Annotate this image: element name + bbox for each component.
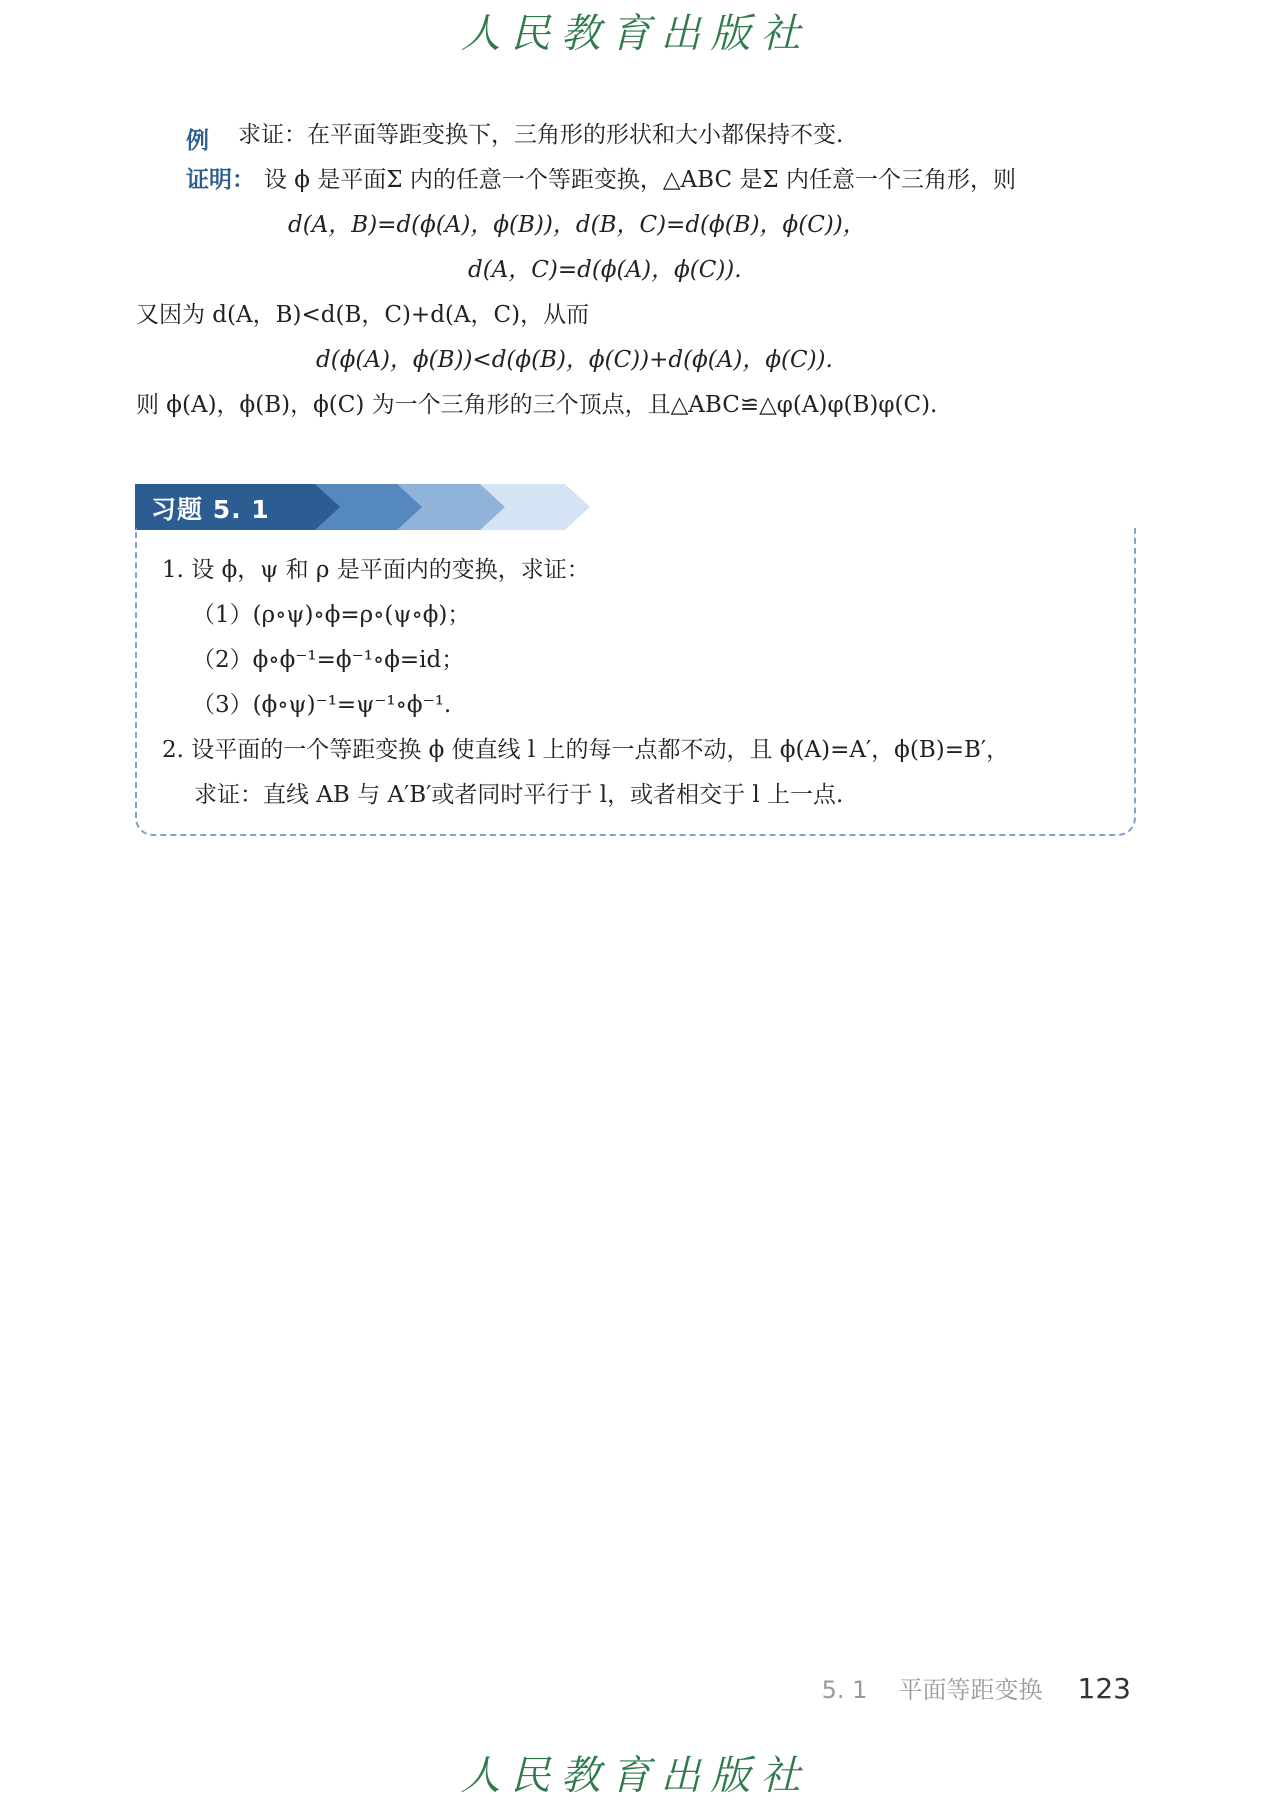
question-1-part-1: （1）(ρ∘ψ)∘ϕ=ρ∘(ψ∘ϕ)； [192, 602, 471, 628]
question-1-part-3: （3）(ϕ∘ψ)⁻¹=ψ⁻¹∘ϕ⁻¹. [192, 692, 452, 718]
page-number: 123 [1077, 1672, 1131, 1705]
question-2-line-2: 求证：直线 AB 与 A′B′或者同时平行于 l，或者相交于 l 上一点. [194, 782, 844, 808]
equation-2: d(A，C)=d(ϕ(A)，ϕ(C)). [468, 257, 742, 283]
question-2-line-1: 2. 设平面的一个等距变换 ϕ 使直线 l 上的每一点都不动，且 ϕ(A)=A′，ϕ(B)=B′， [162, 737, 1010, 763]
equation-3: d(ϕ(A)，ϕ(B))<d(ϕ(B)，ϕ(C))+d(ϕ(A)，ϕ(C)). [316, 347, 833, 373]
footer-section-title: 平面等距变换 [898, 1676, 1043, 1704]
question-1-part-2: （2）ϕ∘ϕ⁻¹=ϕ⁻¹∘ϕ=id； [192, 647, 465, 673]
proof-line-1: 设 ϕ 是平面Σ 内的任意一个等距变换，△ABC 是Σ 内任意一个三角形，则 [264, 167, 1016, 193]
exercise-banner [135, 484, 595, 530]
example-label: 例 [186, 128, 209, 154]
question-1: 1. 设 ϕ，ψ 和 ρ 是平面内的变换，求证： [162, 557, 590, 583]
proof-label: 证明： [186, 167, 255, 193]
exercise-title: 习题 5. 1 [151, 495, 270, 524]
equation-1: d(A，B)=d(ϕ(A)，ϕ(B))，d(B，C)=d(ϕ(B)，ϕ(C))， [288, 212, 866, 238]
footer-section-number: 5. 1 [821, 1676, 868, 1704]
publisher-logo-bottom: 人民教育出版社 [460, 1753, 811, 1799]
page-footer [822, 1670, 1131, 1705]
because-line: 又因为 d(A，B)<d(B，C)+d(A，C)，从而 [136, 302, 590, 328]
conclusion-line: 则 ϕ(A)，ϕ(B)，ϕ(C) 为一个三角形的三个顶点，且△ABC≌△φ(A)φ(B)φ(C). [136, 392, 938, 418]
publisher-logo-top: 人民教育出版社 [460, 11, 811, 57]
example-statement: 求证：在平面等距变换下，三角形的形状和大小都保持不变. [238, 122, 844, 148]
